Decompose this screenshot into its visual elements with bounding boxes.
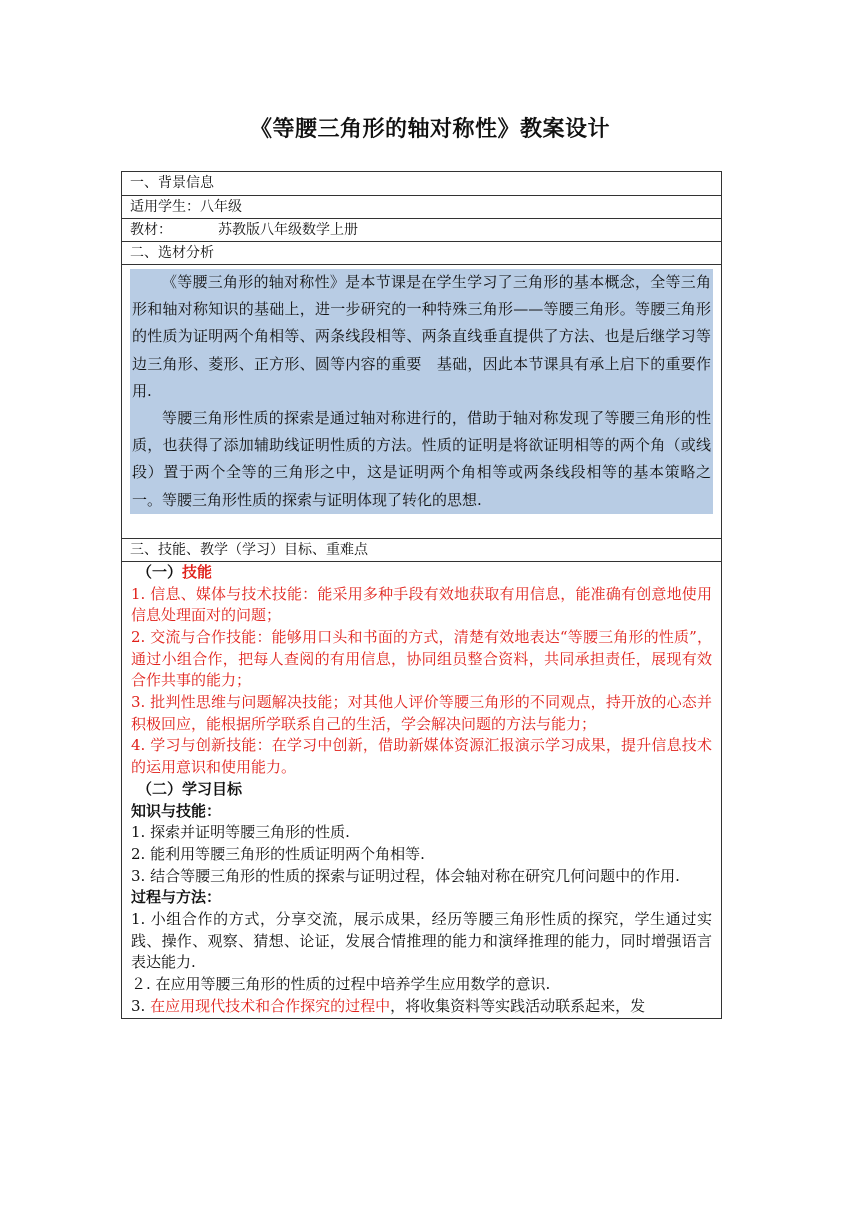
lesson-plan-table <box>121 171 722 1019</box>
process-item-3-highlight: 在应用现代技术和合作探究的过程中 <box>150 996 391 1015</box>
goals-body <box>122 561 721 1018</box>
textbook-value: 苏教版八年级数学上册 <box>218 222 358 238</box>
skill-item-1: 1. 信息、媒体与技术技能：能采用多种手段有效地获取有用信息，能准确有创意地使用信息处理面对的问题； <box>131 584 712 625</box>
section-goals-heading: 三、技能、教学（学习）目标、重难点 <box>122 538 721 561</box>
process-heading: 过程与方法： <box>131 888 222 907</box>
skills-heading <box>131 562 712 584</box>
target-students: 适用学生：八年级 <box>122 195 721 218</box>
process-item-3 <box>131 996 712 1018</box>
knowledge-item-1: 1. 探索并证明等腰三角形的性质. <box>131 823 350 842</box>
skill-item-2: 2. 交流与合作技能：能够用口头和书面的方式，清楚有效地表达“等腰三角形的性质”，通过小组合作，把每人查阅的有用信息，协同组员整合资料，共同承担责任，展现有效合作共事的能力； <box>131 627 712 690</box>
analysis-highlight <box>130 269 713 514</box>
skills-title: 技能 <box>182 562 213 581</box>
knowledge-item-3: 3. 结合等腰三角形的性质的探索与证明过程，体会轴对称在研究几何问题中的作用. <box>131 866 680 885</box>
section-background-heading: 一、背景信息 <box>130 175 214 191</box>
process-item-1: 1. 小组合作的方式，分享交流，展示成果，经历等腰三角形性质的探究，学生通过实践、操作、观察、猜想、论证，发展合情推理的能力和演绎推理的能力，同时增强语言表达能力. <box>131 910 712 972</box>
objectives-heading: （二）学习目标 <box>137 779 243 798</box>
textbook-row <box>122 218 721 241</box>
skills-prefix: （一） <box>137 562 183 581</box>
skill-item-4: 4. 学习与创新技能：在学习中创新，借助新媒体资源汇报演示学习成果，提升信息技术的运用意识和使用能力。 <box>131 736 712 777</box>
process-item-3-rest: ，将收集资料等实践活动联系起来，发 <box>390 996 646 1015</box>
skill-item-3: 3. 批判性思维与问题解决技能；对其他人评价等腰三角形的不同观点，持开放的心态并积极回应，能根据所学联系自己的生活，学会解决问题的方法与能力； <box>131 693 712 733</box>
knowledge-item-2: 2. 能利用等腰三角形的性质证明两个角相等. <box>131 844 425 863</box>
knowledge-heading: 知识与技能： <box>131 801 222 820</box>
process-item-3-number: 3. <box>131 996 151 1015</box>
textbook-label: 教材： <box>130 222 172 238</box>
section-analysis-heading: 二、选材分析 <box>122 241 721 264</box>
document-title: 《等腰三角形的轴对称性》教案设计 <box>249 117 610 142</box>
analysis-body <box>122 264 721 538</box>
analysis-paragraph-2: 等腰三角形性质的探索是通过轴对称进行的，借助于轴对称发现了等腰三角形的性质，也获得了添加辅助线证明性质的方法。性质的证明是将欲证明相等的两个角（或线段）置于两个全等的三角形之中，这是证明两个角相等或两条线段相等的基本策略之一。等腰三角形性质的探索与证明体现了转化的思想. <box>132 409 711 509</box>
analysis-paragraph-1: 《等腰三角形的轴对称性》是本节课是在学生学习了三角形的基本概念，全等三角形和轴对称知识的基础上，进一步研究的一种特殊三角形——等腰三角形。等腰三角形的性质为证明两个角相等、两条线段相等、两条直线垂直提供了方法、也是后继学习等边三角形、菱形、正方形、圆等内容的重要 基础，因此本节课具有承上启下的重要作用. <box>132 273 711 400</box>
process-item-2: ２. 在应用等腰三角形的性质的过程中培养学生应用数学的意识. <box>131 975 551 994</box>
